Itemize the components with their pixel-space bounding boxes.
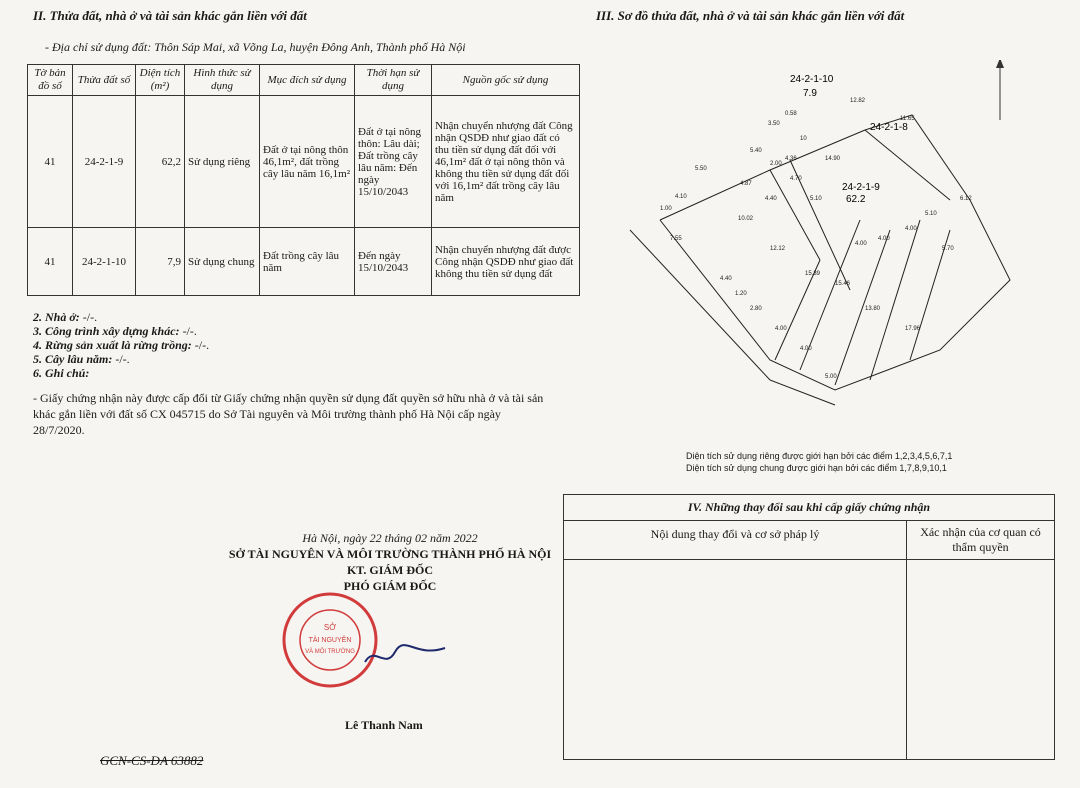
col-header-area: Diện tích (m²) bbox=[136, 65, 185, 96]
dimension-label: 12.12 bbox=[770, 246, 786, 252]
dimension-label: 5.40 bbox=[750, 148, 762, 154]
signer-role: PHÓ GIÁM ĐỐC bbox=[343, 579, 437, 593]
dimension-label: 4.40 bbox=[720, 276, 732, 282]
dimension-label: 1.20 bbox=[735, 291, 747, 297]
dimension-label: 3.50 bbox=[768, 121, 780, 127]
table-row bbox=[564, 560, 1055, 760]
dimension-label: 17.96 bbox=[905, 326, 921, 332]
table-row bbox=[564, 495, 1055, 521]
land-parcel-table bbox=[27, 64, 580, 296]
dimension-label: 4.10 bbox=[675, 194, 687, 200]
dimension-label: 4.40 bbox=[765, 196, 777, 202]
signer-authority: KT. GIÁM ĐỐC bbox=[346, 563, 434, 577]
signature-date: Hà Nội, ngày 22 tháng 02 năm 2022 bbox=[302, 531, 478, 545]
cell-map-sheet: 41 bbox=[28, 96, 73, 228]
certificate-number: GCN-CS-ĐA 63882 bbox=[100, 753, 204, 768]
section-iii-title: III. Sơ đồ thửa đất, nhà ở và tài sản khác gắn liền với đất bbox=[596, 8, 905, 23]
changes-table bbox=[563, 494, 1055, 760]
dimension-label: 15.39 bbox=[805, 271, 821, 277]
table-row bbox=[28, 228, 580, 296]
col-change-content: Nội dung thay đổi và cơ sở pháp lý bbox=[564, 521, 907, 560]
section-ii-title: II. Thửa đất, nhà ở và tài sản khác gắn liền với đất bbox=[33, 8, 307, 23]
confirmation-cell bbox=[907, 560, 1055, 760]
dimension-label: 12.82 bbox=[850, 98, 866, 104]
cell-purpose: Đất trồng cây lâu năm bbox=[260, 228, 355, 296]
parcel-diagram bbox=[620, 60, 1060, 440]
dimension-label: 2.00 bbox=[770, 161, 782, 167]
dimension-label: 7.55 bbox=[670, 236, 682, 242]
cell-parcel: 24-2-1-9 bbox=[73, 96, 136, 228]
col-header-map-sheet: Tờ bản đồ số bbox=[28, 65, 73, 96]
dimension-label: 5.10 bbox=[810, 196, 822, 202]
item-notes-label: 6. Ghi chú: bbox=[33, 366, 90, 380]
parcel-label: 62.2 bbox=[846, 194, 866, 205]
table-row bbox=[564, 521, 1055, 560]
item-production-forest: 4. Rừng sản xuất là rừng trồng: -/-. bbox=[33, 338, 210, 352]
additional-items bbox=[33, 310, 209, 380]
parcel-label: 24-2-1-9 bbox=[842, 182, 880, 193]
dimension-label: 2.80 bbox=[750, 306, 762, 312]
handwritten-signature bbox=[360, 640, 450, 670]
dimension-label: 4.00 bbox=[855, 241, 867, 247]
cell-area: 62,2 bbox=[136, 96, 185, 228]
dimension-label: 4.00 bbox=[800, 346, 812, 352]
land-address: - Địa chỉ sử dụng đất: Thôn Sáp Mai, xã Võng La, huyện Đông Anh, Thành phố Hà Nội bbox=[45, 40, 466, 54]
legend-private-area: Diện tích sử dụng riêng được giới hạn bởi các điểm 1,2,3,4,5,6,7,1 bbox=[686, 451, 953, 461]
dimension-label: 14.90 bbox=[825, 156, 841, 162]
parcel-label: 24-2-1-10 bbox=[790, 74, 834, 85]
svg-text:SỞ: SỞ bbox=[323, 623, 337, 632]
svg-text:TÀI NGUYÊN: TÀI NGUYÊN bbox=[308, 637, 352, 644]
cell-origin: Nhận chuyển nhượng đất Công nhận QSDĐ như giao đất có thu tiền sử dụng đất đối với 46,1m² đất ở tại nông thôn và không thu tiền sử dụng đất đối với 16,1m² đất trồng cây lâu năm bbox=[432, 96, 580, 228]
dimension-label: 13.80 bbox=[865, 306, 881, 312]
cell-duration: Đất ở tại nông thôn: Lâu dài; Đất trồng cây lâu năm: Đến ngày 15/10/2043 bbox=[355, 96, 432, 228]
cell-parcel: 24-2-1-10 bbox=[73, 228, 136, 296]
cell-origin: Nhận chuyển nhượng đất được Công nhận QSDĐ như giao đất không thu tiền sử dụng đất bbox=[432, 228, 580, 296]
dimension-label: 1.00 bbox=[660, 206, 672, 212]
dimension-label: 4.70 bbox=[790, 176, 802, 182]
section-iv-title: IV. Những thay đổi sau khi cấp giấy chứng nhận bbox=[564, 495, 1055, 521]
cell-purpose: Đất ở tại nông thôn 46,1m², đất trồng cây lâu năm 16,1m² bbox=[260, 96, 355, 228]
col-header-purpose: Mục đích sử dụng bbox=[260, 65, 355, 96]
dimension-label: 4.87 bbox=[740, 181, 752, 187]
col-header-origin: Nguồn gốc sử dụng bbox=[432, 65, 580, 96]
change-content-cell bbox=[564, 560, 907, 760]
dimension-label: 10 bbox=[800, 136, 807, 142]
dimension-label: 4.00 bbox=[775, 326, 787, 332]
issuing-agency: SỞ TÀI NGUYÊN VÀ MÔI TRƯỜNG THÀNH PHỐ HÀ NỘI bbox=[228, 547, 552, 561]
col-header-duration: Thời hạn sử dụng bbox=[355, 65, 432, 96]
signature-block bbox=[180, 530, 600, 594]
note-text: - Giấy chứng nhận này được cấp đổi từ Giấy chứng nhận quyền sử dụng đất quyền sở hữu nhà ở và tài sản khác gắn liền với đất số CX 045715 do Sở Tài nguyên và Môi trường thành phố Hà Nội cấp ngày 28/7/2020. bbox=[33, 391, 544, 437]
col-header-parcel: Thửa đất số bbox=[73, 65, 136, 96]
table-row bbox=[28, 96, 580, 228]
dimension-label: 6.12 bbox=[960, 196, 972, 202]
table-header-row bbox=[28, 65, 580, 96]
cell-duration: Đến ngày 15/10/2043 bbox=[355, 228, 432, 296]
item-perennial-trees: 5. Cây lâu năm: -/-. bbox=[33, 352, 130, 366]
signer-name: Lê Thanh Nam bbox=[345, 718, 423, 732]
cell-usage-form: Sử dụng riêng bbox=[185, 96, 260, 228]
col-confirmation: Xác nhận của cơ quan có thẩm quyền bbox=[907, 521, 1055, 560]
svg-text:VÀ MÔI TRƯỜNG: VÀ MÔI TRƯỜNG bbox=[305, 649, 355, 655]
dimension-label: 5.00 bbox=[825, 374, 837, 380]
parcel-label: 24-2-1-8 bbox=[870, 122, 908, 133]
dimension-label: 11.65 bbox=[900, 116, 915, 122]
dimension-label: 10.02 bbox=[738, 216, 754, 222]
parcel-label: 7.9 bbox=[803, 88, 817, 99]
cell-area: 7,9 bbox=[136, 228, 185, 296]
dimension-label: 0.58 bbox=[785, 111, 797, 117]
cell-map-sheet: 41 bbox=[28, 228, 73, 296]
col-header-usage-form: Hình thức sử dụng bbox=[185, 65, 260, 96]
dimension-label: 4.36 bbox=[785, 156, 797, 162]
dimension-label: 5.70 bbox=[942, 246, 954, 252]
diagram-legend bbox=[686, 450, 952, 474]
dimension-label: 4.00 bbox=[878, 236, 890, 242]
dimension-label: 5.50 bbox=[695, 166, 707, 172]
item-other-construction: 3. Công trình xây dựng khác: -/-. bbox=[33, 324, 197, 338]
dimension-label: 5.10 bbox=[925, 211, 937, 217]
dimension-label: 4.00 bbox=[905, 226, 917, 232]
item-house: 2. Nhà ở: -/-. bbox=[33, 310, 98, 324]
cell-usage-form: Sử dụng chung bbox=[185, 228, 260, 296]
dimension-label: 15.46 bbox=[835, 281, 851, 287]
legend-shared-area: Diện tích sử dụng chung được giới hạn bởi các điểm 1,7,8,9,10,1 bbox=[686, 463, 947, 473]
